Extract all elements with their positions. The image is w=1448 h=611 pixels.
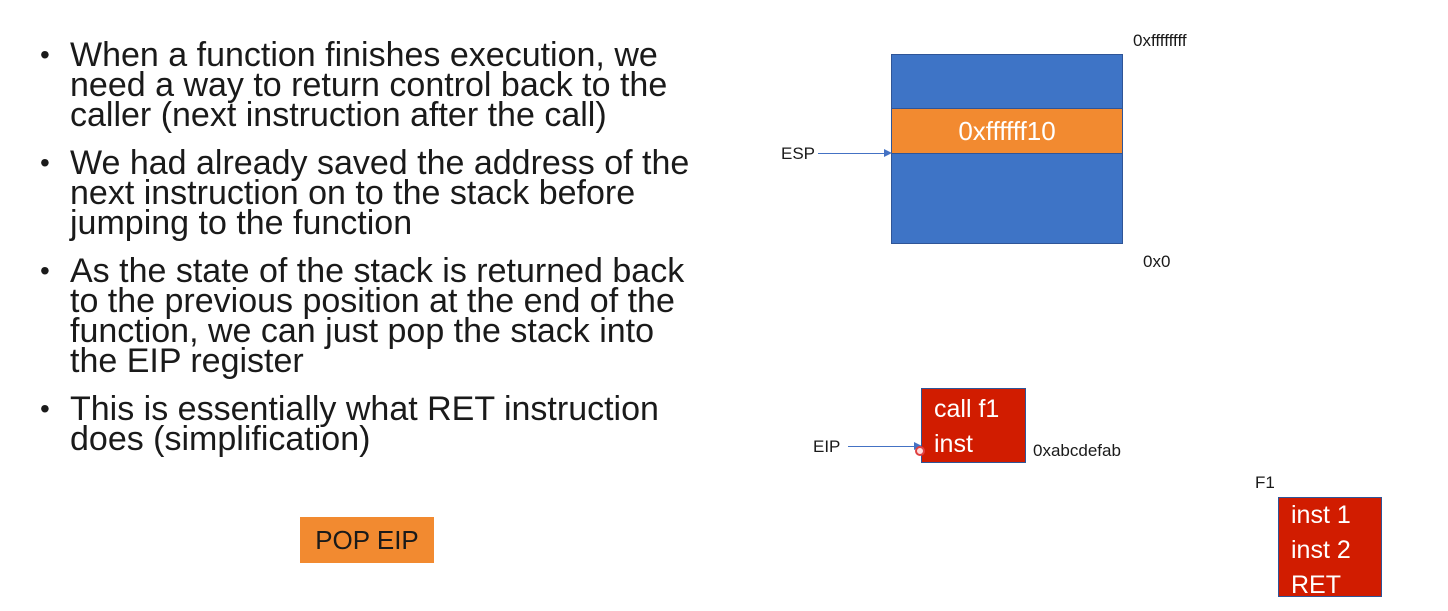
bullet-text: When a function finishes execution, we need a way to return control back to the caller (next instruction after the call) [70, 36, 668, 134]
code-line: RET [1291, 571, 1341, 599]
bullet-list [38, 36, 698, 472]
bullet-item [38, 390, 698, 458]
eip-label: EIP [813, 437, 841, 456]
stack-bottom-address: 0x0 [1143, 252, 1171, 271]
bullet-dot: • [40, 39, 50, 70]
bullet-item [38, 144, 698, 242]
esp-label: ESP [781, 144, 816, 163]
bullet-dot: • [40, 255, 50, 286]
bullet-dot: • [40, 393, 50, 424]
stack-block [891, 54, 1123, 244]
bullet-item [38, 252, 698, 380]
function-code-box [1278, 497, 1382, 597]
bullet-dot: • [40, 147, 50, 178]
code-line: call f1 [934, 395, 1000, 423]
bullet-text: This is essentially what RET instruction does (simplification) [70, 390, 659, 458]
stack-slot: 0xffffff10 [892, 108, 1122, 154]
pop-eip-box: POP EIP [300, 517, 434, 563]
bullet-text: As the state of the stack is returned back to the previous position at the end of the function, we can just pop the stack into the EIP register [70, 252, 685, 380]
caller-address: 0xabcdefab [1033, 441, 1121, 460]
code-line: inst [934, 430, 973, 458]
esp-arrow [818, 153, 890, 154]
stack-top-address: 0xffffffff [1133, 31, 1187, 50]
code-line: inst 2 [1291, 536, 1351, 564]
bullet-text: We had already saved the address of the next instruction on to the stack before jumping to the function [70, 144, 690, 242]
function-name-label: F1 [1255, 473, 1275, 492]
bullet-item [38, 36, 698, 134]
code-line: inst 1 [1291, 501, 1351, 529]
eip-arrow [848, 446, 920, 447]
caller-code-box [921, 388, 1026, 463]
pointer-dot-icon [915, 446, 925, 456]
